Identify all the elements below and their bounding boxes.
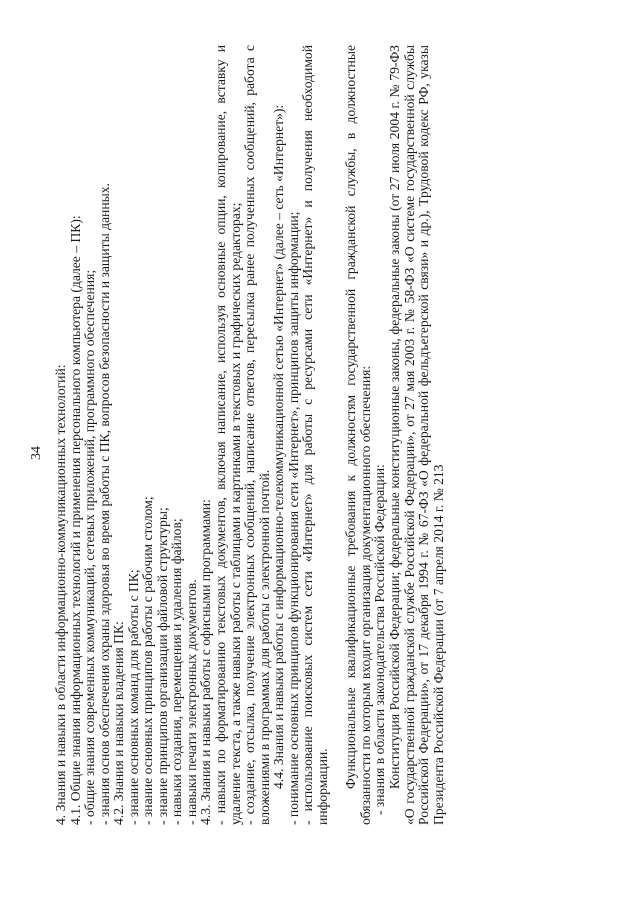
list-item: - знания в области законодательства Российской Федерации: xyxy=(372,464,388,815)
subsection-heading: 4.3. Знания и навыки работы с офисными программами: xyxy=(198,499,214,825)
paragraph-formatting-skills: - навыки по форматированию текстовых документов, включая написание, используя основные опции, копирование, вставку и удаление текста, а также навыки работы с таблицами и картинками в текстовых и графических редакторах; xyxy=(213,45,243,825)
page-number: 34 xyxy=(29,446,44,460)
list-item: - знание основных принципов работы с рабочим столом; xyxy=(140,496,156,825)
page-body xyxy=(54,45,446,825)
list-item: - знание основных команд для работы с ПК; xyxy=(125,569,141,825)
section-heading: 4. Знания и навыки в области информационно-коммуникационных технологий: xyxy=(53,364,68,825)
list-item: - навыки печати электронных документов. xyxy=(183,579,199,825)
list-item: - общие знания современных коммуникаций, сетевых приложений, программного обеспечения; xyxy=(82,269,98,825)
paragraph-search-systems: - использование поисковых систем сети «Интернет» для работы с ресурсами сети «Интернет» и получения необходимой информации. xyxy=(300,45,330,825)
subsection-internet: 4.4. Знания и навыки работы с информационно-телекоммуникационной сетью «Интернет» (далее – сеть «Интернет»): xyxy=(271,104,287,789)
subsection-heading: 4.1. Общие знания информационных технологий и применения персонального компьютера (далее – ПК): xyxy=(67,215,83,825)
subsection-heading: 4.2. Знания и навыки владения ПК: xyxy=(111,621,127,825)
list-item: - знания основ обеспечения охраны здоровья во время работы с ПК, вопросов безопасности и защиты данных. xyxy=(96,183,112,825)
list-item: - знание принципов организации файловой структуры; xyxy=(154,507,170,825)
list-item: - навыки создания, перемещения и удаления файлов; xyxy=(169,518,185,825)
paragraph-legislation: Конституция Российской Федерации; федеральные конституционные законы, федеральные законы (от 27 июля 2004 г. № 79-ФЗ «О государственной гражданской службе Российской Федерации», от 27 мая 2003 г. № 58-ФЗ «О системе государственной службы Российской Федерации», от 17 декабря 1994 г. № 67-ФЗ «О федеральной фельдъегерской связи» и др.), Трудовой кодекс РФ, указы Президента Российской Федерации (от 7 апреля 2014 г. № 213 xyxy=(387,45,446,825)
paragraph-email-skills: - создание, отсылка, получение электронных сообщений, написание ответов, пересылка ранее полученных сообщений, работа с вложениями в программах для работы с электронной почтой. xyxy=(242,45,272,825)
list-item: - понимание основных принципов функционирования сети «Интернет», принципов защиты информации; xyxy=(285,211,301,825)
paragraph-functional-requirements: Функциональные квалификационные требования к должностям государственной гражданской службы, в должностные обязанности по которым входит организация документационного обеспечения: xyxy=(343,45,373,825)
paragraph-gap xyxy=(330,45,344,825)
